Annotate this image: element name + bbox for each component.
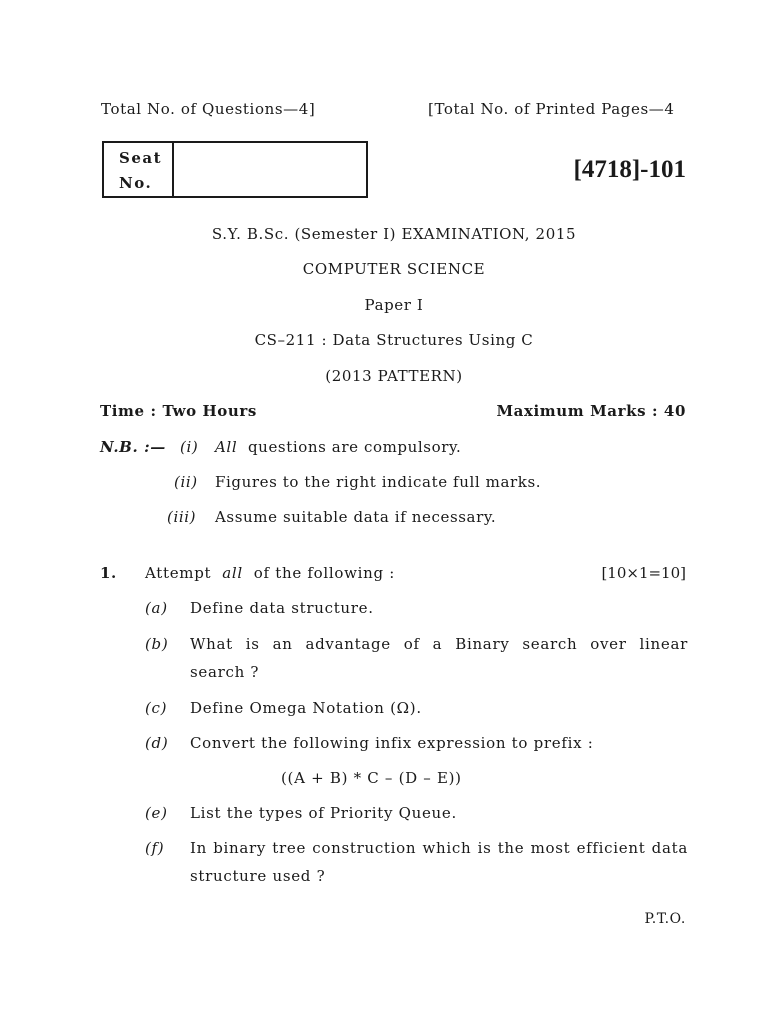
note-text: Assume suitable data if necessary.: [215, 508, 497, 526]
part-text: Define data structure.: [190, 599, 374, 617]
part-text: What is an advantage of a Binary search over linear: [190, 635, 688, 653]
total-questions: Total No. of Questions—4]: [101, 100, 316, 118]
part-text-continued: search ?: [190, 663, 260, 681]
part-label: (c): [145, 699, 168, 717]
note-number: (iii): [167, 508, 197, 526]
part-text: Define Omega Notation (Ω).: [190, 699, 422, 717]
note-text: Figures to the right indicate full marks.: [215, 473, 542, 491]
total-printed-pages: [Total No. of Printed Pages—4: [428, 100, 675, 118]
maximum-marks: Maximum Marks : 40: [496, 402, 686, 420]
note-item: [215, 438, 461, 456]
course-title: CS–211 : Data Structures Using C: [254, 331, 534, 349]
note-number: (ii): [174, 473, 198, 491]
paper-title: Paper I: [364, 296, 424, 314]
intro-emphasis: all: [222, 564, 243, 582]
subject-title: COMPUTER SCIENCE: [302, 260, 486, 278]
seat-label-line2: No.: [119, 174, 153, 192]
please-turn-over: P.T.O.: [644, 911, 686, 927]
seat-number-box: [102, 141, 368, 198]
time-allowed: Time : Two Hours: [100, 402, 257, 420]
infix-expression: ((A + B) * C – (D – E)): [281, 769, 462, 787]
paper-code: [4718]-101: [573, 156, 686, 183]
part-text: List the types of Priority Queue.: [190, 804, 457, 822]
part-label: (d): [145, 734, 169, 752]
question-marks: [10×1=10]: [601, 564, 686, 582]
part-label: (b): [145, 635, 169, 653]
exam-title: S.Y. B.Sc. (Semester I) EXAMINATION, 2015: [211, 225, 577, 243]
note-number: (i): [180, 438, 199, 456]
part-label: (a): [145, 599, 168, 617]
part-label: (f): [145, 839, 165, 857]
notes-heading: N.B. :—: [100, 438, 166, 456]
part-text: Convert the following infix expression to prefix :: [190, 734, 594, 752]
seat-label-line1: Seat: [119, 149, 163, 167]
seat-number-field[interactable]: [176, 143, 366, 196]
note-text: questions are compulsory.: [247, 438, 462, 456]
question-intro: [145, 564, 395, 582]
pattern-title: (2013 PATTERN): [325, 367, 463, 385]
seat-number-label: [104, 143, 174, 196]
intro-pre: Attempt: [145, 564, 212, 582]
part-text-continued: structure used ?: [190, 867, 326, 885]
part-label: (e): [145, 804, 168, 822]
part-text: In binary tree construction which is the most efficient data: [190, 839, 688, 857]
intro-post: of the following :: [253, 564, 395, 582]
question-number: 1.: [100, 564, 117, 582]
note-emphasis: All: [215, 438, 238, 456]
